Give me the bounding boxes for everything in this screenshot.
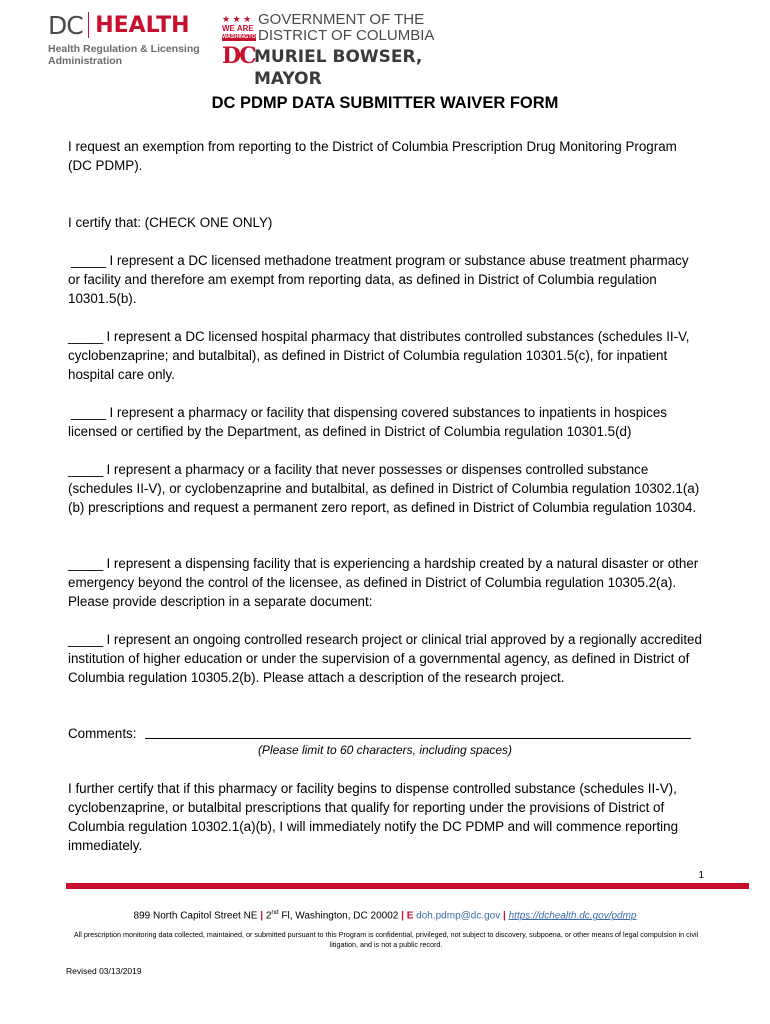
footer-separator: | bbox=[503, 910, 506, 922]
gov-line-2: DISTRICT OF COLUMBIA bbox=[258, 27, 435, 44]
stars-icon: ★ ★ ★ bbox=[222, 14, 252, 24]
option-text-1: I represent a DC licensed methadone treatment program or substance abuse treatment pharmacy or facility and therefore am exempt from reporting data, as defined in District of Columbia regulation 10301.5(b). bbox=[68, 253, 689, 306]
health-logo-text: HEALTH bbox=[95, 12, 190, 38]
form-title: DC PDMP DATA SUBMITTER WAIVER FORM bbox=[211, 94, 559, 112]
option-text-6: I represent an ongoing controlled research project or clinical trial approved by a regionally accredited institution of higher education or under the supervision of a governmental agency, as defined in District of Columbia regulation 10305.2(b). Please attach a description of the research project. bbox=[68, 632, 702, 685]
option-hospice bbox=[68, 403, 704, 441]
certify-heading: I certify that: (CHECK ONE ONLY) bbox=[68, 215, 273, 230]
option-text-4: I represent a pharmacy or a facility that never possesses or dispenses controlled substance (schedules II-V), or cyclobenzaprine and butalbital, as defined in District of Columbia regulation 10302.1(a)(b) prescriptions and request a permanent zero report, as defined in District of Columbia regulation 10304. bbox=[68, 462, 700, 515]
page-number: 1 bbox=[698, 870, 704, 881]
we-are-text: WE ARE bbox=[222, 24, 254, 33]
checkbox-blank-5[interactable]: _____ bbox=[68, 556, 103, 571]
government-logo bbox=[222, 11, 492, 89]
footer-city: Fl, Washington, DC 20002 bbox=[278, 910, 399, 922]
footer-contact bbox=[0, 906, 770, 923]
option-text-5: I represent a dispensing facility that is experiencing a hardship created by a natural disaster or other emergency beyond the control of the licensee, as defined in District of Columbia regulation 10305.2(a). Please provide description in a separate document: bbox=[68, 556, 699, 609]
confidentiality-disclaimer: All prescription monitoring data collected, maintained, or submitted pursuant to this Program is confidential, privileged, not subject to discovery, subpoena, or other means of legal compulsion in civil litigation, and is not a public record. bbox=[73, 930, 699, 949]
comments-limit-note: (Please limit to 60 characters, including spaces) bbox=[257, 743, 513, 757]
checkbox-blank-3[interactable]: _____ bbox=[71, 405, 106, 420]
option-text-2: I represent a DC licensed hospital pharmacy that distributes controlled substances (schedules II-V, cyclobenzaprine; and butalbital), as defined in District of Columbia regulation 10301.5(c), for inpatient hospital care only. bbox=[68, 329, 690, 382]
option-methadone bbox=[68, 251, 704, 308]
further-certify-paragraph: I further certify that if this pharmacy or facility begins to dispense controlled substance (schedules II-V), cyclobenzaprine, or butalbital prescriptions that qualify for reporting under the provisions of District of Columbia regulation 10302.1(a)(b), I will immediately notify the DC PDMP and will commence reporting immediately. bbox=[68, 781, 679, 853]
option-hardship bbox=[68, 554, 704, 611]
website-link[interactable]: https://dchealth.dc.gov/pdmp bbox=[508, 910, 637, 922]
email-label: E bbox=[406, 910, 414, 922]
checkbox-blank-2[interactable]: _____ bbox=[68, 329, 103, 344]
comments-label: Comments: bbox=[68, 726, 137, 741]
letterhead bbox=[48, 10, 728, 89]
agency-line-1: Health Regulation & Licensing bbox=[48, 43, 200, 55]
agency-line-2: Administration bbox=[48, 55, 123, 67]
dc-health-logo bbox=[48, 10, 208, 70]
agency-name bbox=[48, 43, 200, 67]
option-text-3: I represent a pharmacy or facility that dispensing covered substances to inpatients in hospices licensed or certified by the Department, as defined in District of Columbia regulation 10301.5(d) bbox=[68, 405, 667, 439]
checkbox-blank-6[interactable]: _____ bbox=[68, 632, 103, 647]
option-zero-report bbox=[68, 460, 704, 517]
checkbox-blank-1[interactable]: _____ bbox=[71, 253, 106, 268]
footer-floor-number: 2 bbox=[265, 910, 272, 922]
intro-paragraph: I request an exemption from reporting to the District of Columbia Prescription Drug Monitoring Program (DC PDMP). bbox=[68, 139, 677, 173]
dc-logo-text: DC bbox=[48, 10, 83, 40]
gov-line-1: GOVERNMENT OF THE bbox=[258, 11, 425, 28]
footer-separator: | bbox=[401, 910, 404, 922]
email-link[interactable]: doh.pdmp@dc.gov bbox=[416, 910, 501, 922]
footer-floor-suffix: nd bbox=[271, 909, 279, 916]
footer-address: 899 North Capitol Street NE bbox=[133, 910, 258, 922]
footer-separator: | bbox=[260, 910, 264, 922]
revision-date: Revised 03/13/2019 bbox=[66, 966, 142, 976]
washington-banner: WASHINGTON bbox=[222, 34, 260, 40]
mayor-name: MURIEL BOWSER, MAYOR bbox=[254, 47, 423, 89]
footer-divider bbox=[66, 883, 749, 889]
dc-mark-logo: DC bbox=[222, 43, 255, 69]
option-research bbox=[68, 630, 704, 687]
logo-divider bbox=[88, 12, 90, 38]
comments-field[interactable] bbox=[145, 738, 691, 739]
checkbox-blank-4[interactable]: _____ bbox=[68, 462, 103, 477]
option-hospital bbox=[68, 327, 704, 384]
